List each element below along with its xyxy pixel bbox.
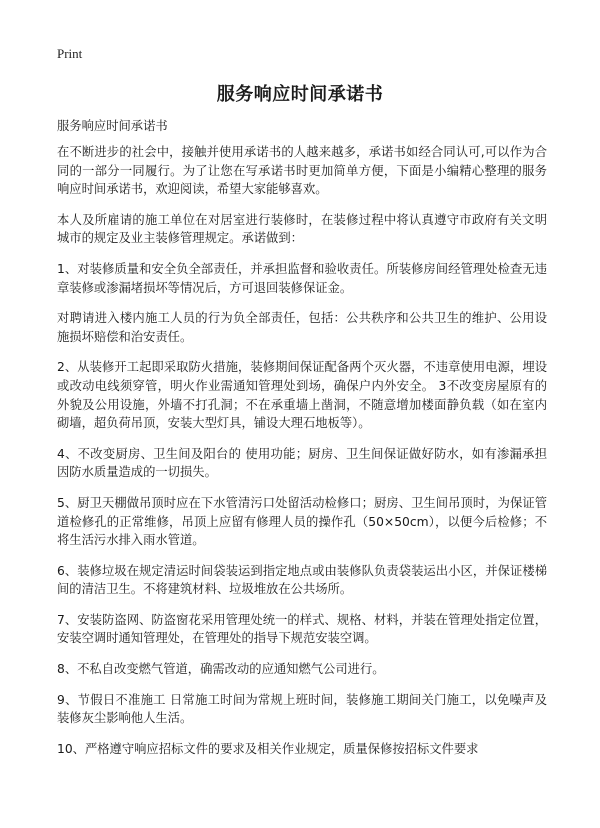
print-label: Print bbox=[57, 46, 83, 61]
clause-2-3: 2、从装修开工起即采取防火措施，装修期间保证配备两个灭火器，不违章使用电源，埋设或改动电线须穿管，明火作业需通知管理处到场，确保户内外安全。 3不改变房屋原有的外貌及公用设施，外墙不打孔洞；不在承重墙上凿洞，不随意增加楼面静负载（如在室内砌墙，超负荷吊顶，安装大型灯具，铺设大理石地板等）。 bbox=[57, 360, 547, 431]
clause-8: 8、不私自改变燃气管道，确需改动的应通知燃气公司进行。 bbox=[57, 662, 385, 677]
clause-7: 7、安装防盗网、防盗窗花采用管理处统一的样式、规格、材料，并装在管理处指定位置，安装空调时通知管理处，在管理处的指导下规范安装空调。 bbox=[57, 612, 547, 646]
clause-1-continued: 对聘请进入楼内施工人员的行为负全部责任，包括：公共秩序和公共卫生的维护、公用设施损坏赔偿和治安责任。 bbox=[57, 311, 547, 344]
document-body bbox=[57, 115, 547, 770]
document-title: 服务响应时间承诺书 bbox=[216, 84, 384, 105]
clause-6: 6、装修垃圾在规定清运时间袋装运到指定地点或由装修队负责袋装运出小区，并保证楼梯间的清洁卫生。不将建筑材料、垃圾堆放在公共场所。 bbox=[57, 563, 547, 597]
clause-10: 10、严格遵守响应招标文件的要求及相关作业规定，质量保修按招标文件要求 bbox=[57, 741, 479, 756]
clause-1: 1、对装修质量和安全负全部责任，并承担监督和验收责任。所装修房间经管理处检查无违章装修或渗漏堵损坏等情况后，方可退回装修保证金。 bbox=[57, 261, 547, 295]
clause-9: 9、节假日不准施工 日常施工时间为常规上班时间，装修施工期间关门施工，以免噪声及装修灰尘影响他人生活。 bbox=[57, 692, 547, 726]
intro-paragraph: 在不断进步的社会中，接触并使用承诺书的人越来越多，承诺书如经合同认可,可以作为合同的一部分一同履行。为了让您在写承诺书时更加简单方便，下面是小编精心整理的服务响应时间承诺书，欢迎阅读，希望大家能够喜欢。 bbox=[57, 145, 547, 197]
document-subtitle: 服务响应时间承诺书 bbox=[57, 119, 168, 133]
commitment-statement: 本人及所雇请的施工单位在对居室进行装修时，在装修过程中将认真遵守市政府有关文明城市的规定及业主装修管理规定。承诺做到： bbox=[57, 212, 547, 246]
clause-5: 5、厨卫天棚做吊顶时应在下水管清污口处留活动检修口；厨房、卫生间吊顶时，为保证管道检修孔的正常维修，吊顶上应留有修理人员的操作孔（50×50cm），以便今后检修；不将生活污水排入雨水管道。 bbox=[57, 495, 547, 548]
clause-4: 4、不改变厨房、卫生间及阳台的 使用功能；厨房、卫生间保证做好防水，如有渗漏承担因防水质量造成的一切损失。 bbox=[57, 446, 547, 480]
